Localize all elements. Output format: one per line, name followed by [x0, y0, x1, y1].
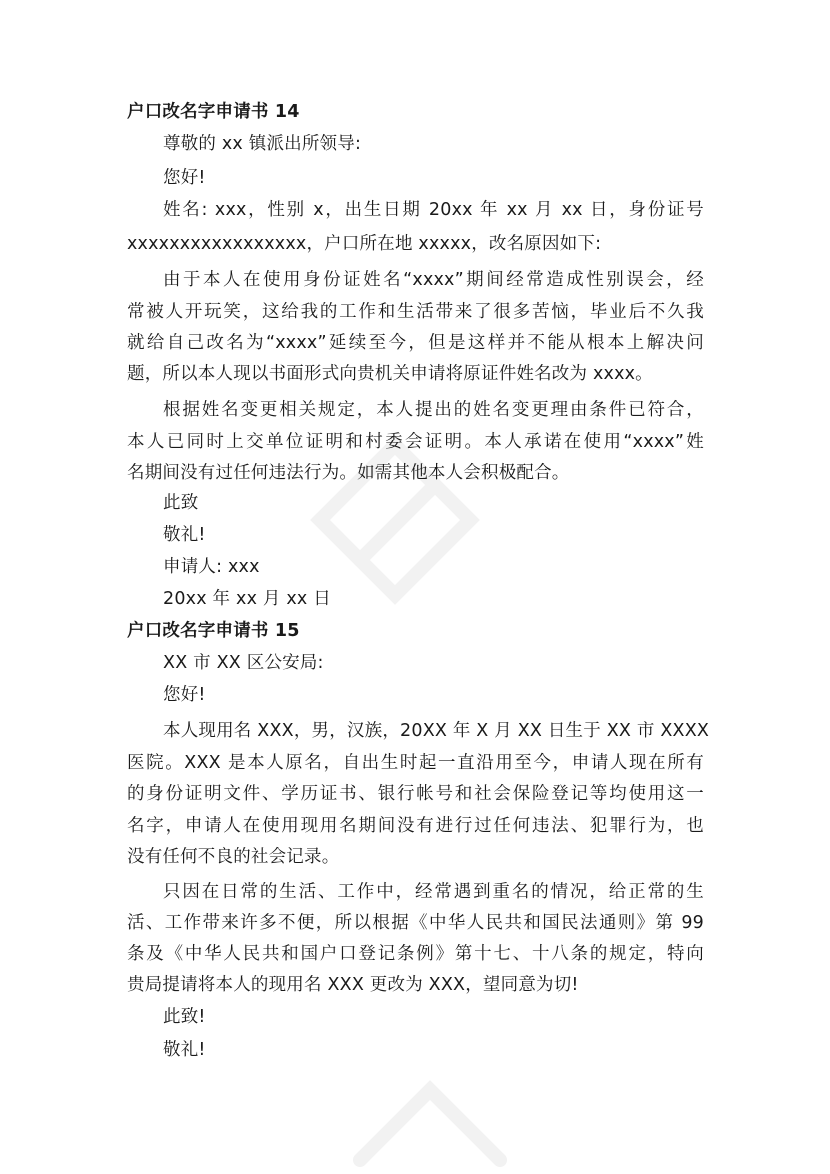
section2-closing-1: 此致!	[163, 1007, 206, 1027]
section2-para1-line4: 名字，申请人在使用现用名期间没有进行过任何违法、犯罪行为，也	[127, 816, 704, 836]
section1-para2-line3: 就给自己改名为“xxxx”延续至今，但是这样并不能从根本上解决问	[127, 333, 704, 353]
section1-para2-line4: 题，所以本人现以书面形式向贵机关申请将原证件姓名改为 xxxx。	[127, 364, 653, 384]
section1-date: 20xx 年 xx 月 xx 日	[163, 589, 331, 609]
section2-para1-line3: 的身份证明文件、学历证书、银行帐号和社会保险登记等均使用这一	[127, 784, 704, 804]
section1-para2-line2: 常被人开玩笑，这给我的工作和生活带来了很多苦恼，毕业后不久我	[127, 302, 704, 322]
section2-greeting: 您好!	[163, 685, 206, 705]
section1-closing-1: 此致	[163, 493, 199, 513]
section1-title: 户口改名字申请书 14	[127, 102, 300, 122]
section1-para1-line1: 姓名: xxx，性别 x，出生日期 20xx 年 xx 月 xx 日，身份证号	[163, 200, 704, 220]
section2-para2-line2: 活、工作带来许多不便，所以根据《中华人民共和国民法通则》第 99	[127, 913, 704, 933]
section1-para3-line1: 根据姓名变更相关规定，本人提出的姓名变更理由条件已符合，	[163, 400, 704, 420]
section2-para2-line1: 只因在日常的生活、工作中，经常遇到重名的情况，给正常的生	[163, 882, 704, 902]
section1-para1-line2: xxxxxxxxxxxxxxxxx，户口所在地 xxxxx，改名原因如下:	[127, 234, 602, 254]
section2-para1-line2: 医院。XXX 是本人原名，自出生时起一直沿用至今，申请人现在所有	[127, 753, 704, 773]
section2-para2-line3: 条及《中华人民共和国户口登记条例》第十七、十八条的规定，特向	[127, 944, 704, 964]
section2-salutation: XX 市 XX 区公安局:	[163, 653, 324, 673]
section2-para2-line4: 贵局提请将本人的现用名 XXX 更改为 XXX，望同意为切!	[127, 975, 579, 995]
section1-para3-line3: 名期间没有过任何违法行为。如需其他本人会积极配合。	[127, 463, 570, 483]
section2-title: 户口改名字申请书 15	[127, 621, 300, 641]
watermark-mark-lower	[360, 1090, 500, 1160]
section2-closing-2: 敬礼!	[163, 1040, 206, 1060]
section1-para3-line2: 本人已同时上交单位证明和村委会证明。本人承诺在使用“xxxx”姓	[127, 432, 704, 452]
section1-applicant: 申请人: xxx	[163, 557, 260, 577]
section1-greeting: 您好!	[163, 168, 206, 188]
section2-para1-line5: 没有任何不良的社会记录。	[127, 847, 340, 867]
section1-salutation: 尊敬的 xx 镇派出所领导:	[163, 134, 362, 154]
section2-para1-line1: 本人现用名 XXX，男，汉族，20XX 年 X 月 XX 日生于 XX 市 XXXX	[163, 721, 710, 741]
section1-para2-line1: 由于本人在使用身份证姓名“xxxx”期间经常造成性别误会，经	[163, 270, 704, 290]
section1-closing-2: 敬礼!	[163, 525, 206, 545]
